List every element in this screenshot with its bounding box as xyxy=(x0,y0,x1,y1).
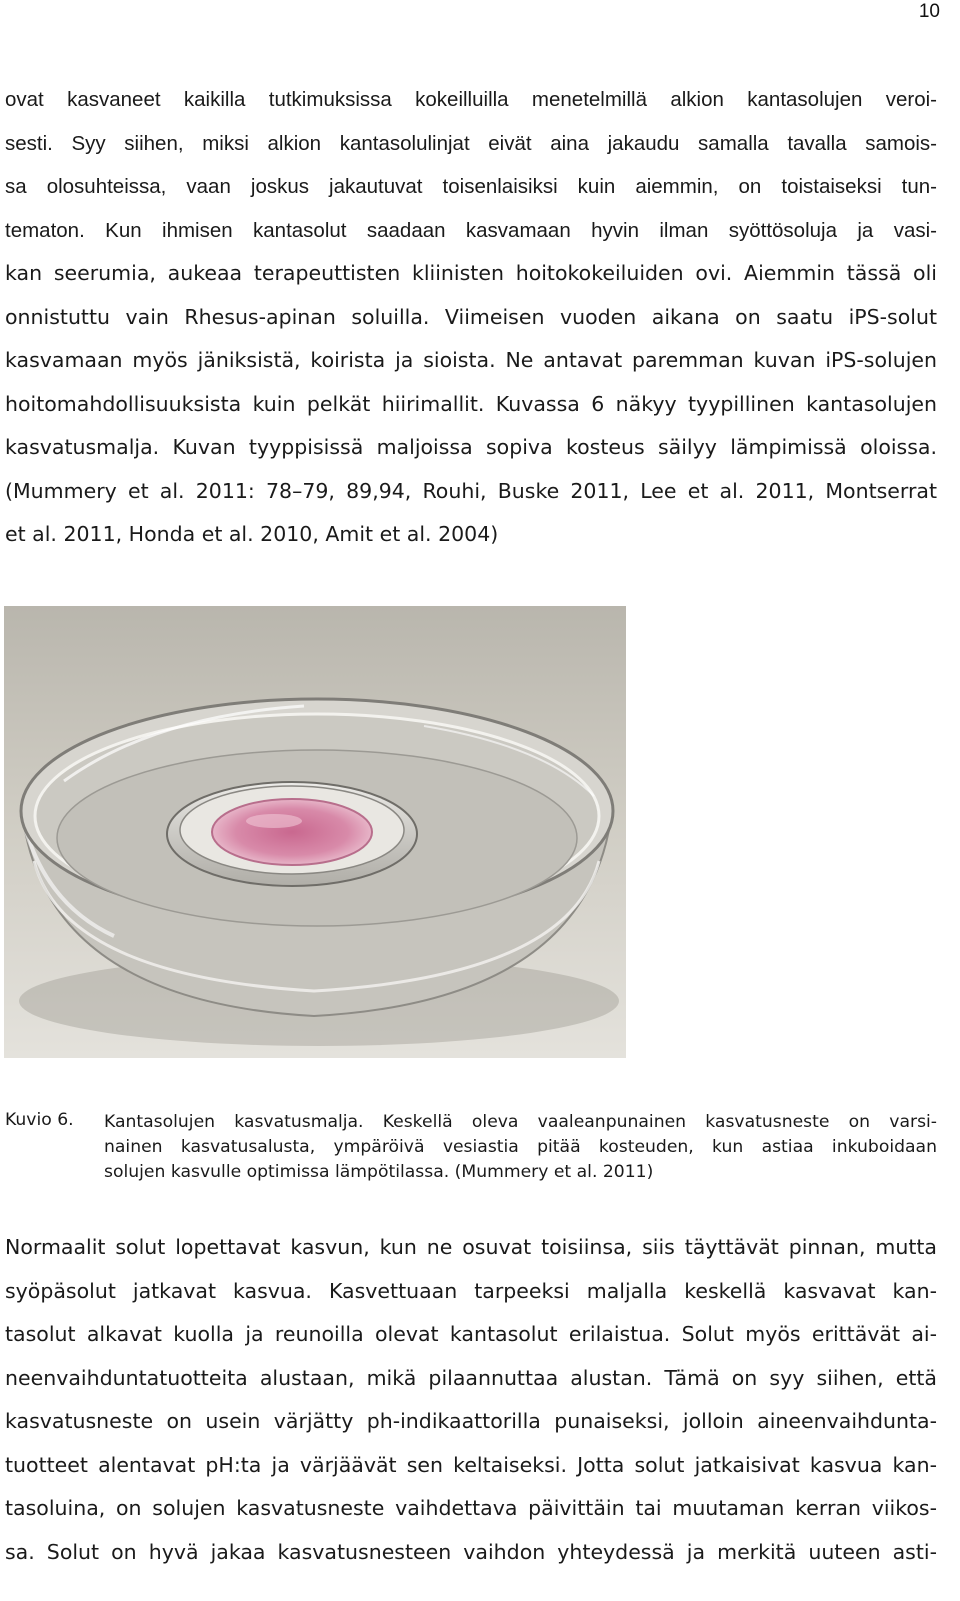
paragraph-2 xyxy=(5,1226,937,1574)
text-line: (Mummery et al. 2011: 78–79, 89,94, Rouhi, Buske 2011, Lee et al. 2011, Montserrat xyxy=(5,478,937,503)
text-line: hoitomahdollisuuksista kuin pelkät hiirimallit. Kuvassa 6 näkyy tyypillinen kantasolujen xyxy=(5,391,937,416)
text-line: tematon. Kun ihmisen kantasolut saadaan kasvamaan hyvin ilman syöttösoluja ja vasi- xyxy=(5,218,937,242)
text-line: kasvamaan myös jäniksistä, koirista ja sioista. Ne antavat paremman kuvan iPS-solujen xyxy=(5,348,937,372)
paragraph-1 xyxy=(5,78,937,557)
text-line: sa olosuhteissa, vaan joskus jakautuvat toisenlaisiksi kuin aiemmin, on toistaiseksi tun- xyxy=(5,175,937,198)
culture-dish-photo xyxy=(4,606,626,1058)
text-line: Normaalit solut lopettavat kasvun, kun ne osuvat toisiinsa, siis täyttävät pinnan, mutta xyxy=(5,1235,937,1259)
text-line: et al. 2011, Honda et al. 2010, Amit et al. 2004) xyxy=(5,522,499,546)
caption-line: Kantasolujen kasvatusmalja. Keskellä oleva vaaleanpunainen kasvatusneste on varsi- xyxy=(104,1112,937,1132)
text-line: tuotteet alentavat pH:ta ja värjäävät sen keltaiseksi. Jotta solut jatkaisivat kasvua kan- xyxy=(5,1452,937,1477)
text-line: sesti. Syy siihen, miksi alkion kantasolulinjat eivät aina jakaudu samalla tavalla samois- xyxy=(5,131,937,155)
text-line: sa. Solut on hyvä jakaa kasvatusnesteen vaihdon yhteydessä ja merkitä uuteen asti- xyxy=(5,1539,937,1564)
text-line: ovat kasvaneet kaikilla tutkimuksissa kokeilluilla menetelmillä alkion kantasolujen veroi- xyxy=(5,88,937,111)
page-number: 10 xyxy=(918,1,940,22)
text-line: kasvatusmalja. Kuvan tyyppisissä maljoissa sopiva kosteus säilyy lämpimissä oloissa. xyxy=(5,435,937,459)
text-line: kan seerumia, aukeaa terapeuttisten kliinisten hoitokokeiluiden ovi. Aiemmin tässä oli xyxy=(5,261,937,285)
caption-text xyxy=(104,1110,937,1185)
text-line: tasoluina, on solujen kasvatusneste vaihdettava päivittäin tai muutaman kerran viikos- xyxy=(5,1496,937,1520)
figure-label: Kuvio 6. xyxy=(5,1110,74,1130)
caption-line: solujen kasvulle optimissa lämpötilassa. (Mummery et al. 2011) xyxy=(104,1162,654,1182)
text-line: neenvaihduntatuotteita alustaan, mikä pilaannuttaa alustan. Tämä on syy siihen, että xyxy=(5,1365,937,1390)
text-line: syöpäsolut jatkavat kasvua. Kasvettuaan tarpeeksi maljalla keskellä kasvavat kan- xyxy=(5,1278,937,1303)
text-line: onnistuttu vain Rhesus-apinan soluilla. Viimeisen vuoden aikana on saatu iPS-solut xyxy=(5,304,937,329)
caption-line: nainen kasvatusalusta, ympäröivä vesiastia pitää kosteuden, kun astiaa inkuboidaan xyxy=(104,1137,937,1157)
text-line: kasvatusneste on usein värjätty ph-indikaattorilla punaiseksi, jolloin aineenvaihdunta- xyxy=(5,1409,937,1433)
text-line: tasolut alkavat kuolla ja reunoilla olevat kantasolut erilaistua. Solut myös erittävät ai- xyxy=(5,1322,937,1346)
